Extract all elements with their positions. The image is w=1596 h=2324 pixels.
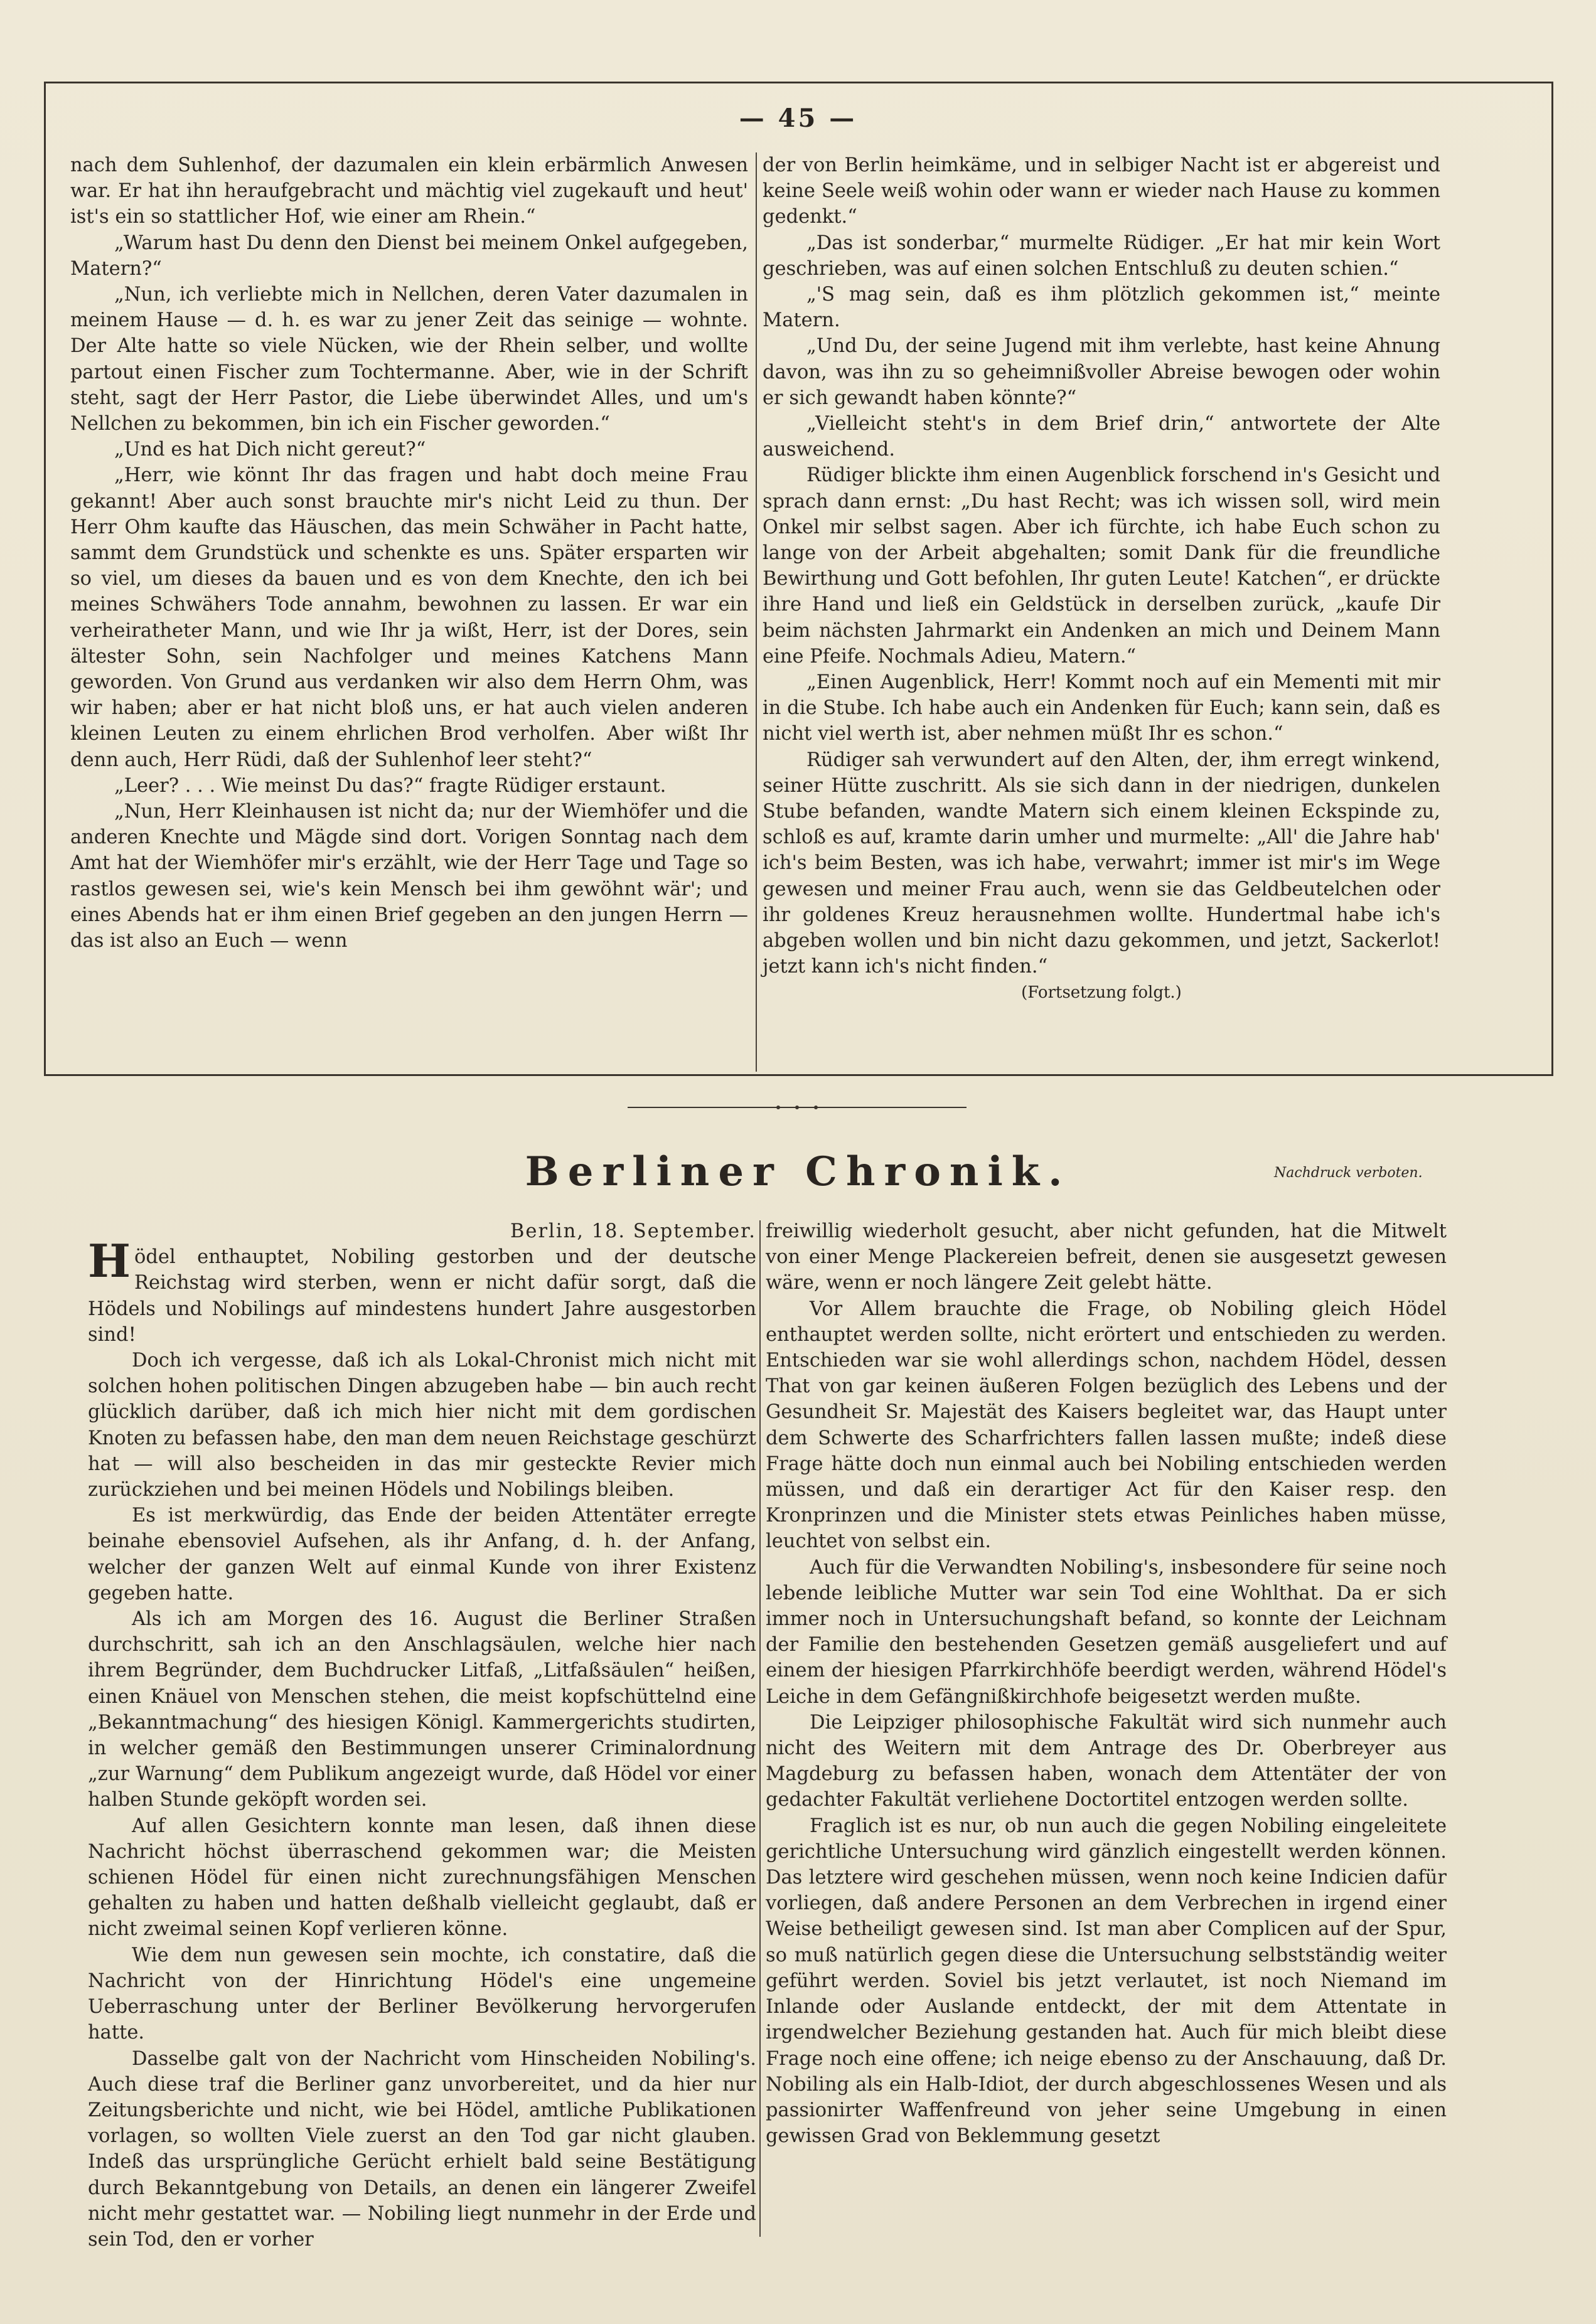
chronicle-paragraph: Auf allen Gesichtern konnte man lesen, daß ihnen diese Nachricht höchst überraschend gekommen war; die Meisten schienen Hödel für einen nicht zurechnungsfähigen Menschen gehalten zu haben und hatten deßhalb vielleicht geglaubt, daß er nicht zweimal seinen Kopf verlieren könne. [88, 1815, 756, 1941]
chronicle-column-left [88, 1218, 756, 2251]
reprint-note: Nachdruck verboten. [1274, 1165, 1423, 1181]
dateline: Berlin, 18. September. [510, 1220, 756, 1242]
story-paragraph: nach dem Suhlenhof, der dazumalen ein klein erbärmlich Anwesen war. Er hat ihn heraufgebracht und mächtig viel zugekauft und heut' ist's ein so stattlicher Hof, wie einer am Rhein.“ [70, 154, 748, 228]
story-paragraph: „Leer? . . . Wie meinst Du das?“ fragte Rüdiger erstaunt. [114, 774, 667, 797]
chronicle-paragraph: Es ist merkwürdig, das Ende der beiden Attentäter erregte beinahe ebensoviel Aufsehen, als ihr Anfang, d. h. der Anfang, welcher der ganzen Welt auf einmal Kunde von ihrer Existenz gegeben hatte. [88, 1505, 756, 1604]
story-paragraph: „'S mag sein, daß es ihm plötzlich gekommen ist,“ meinte Matern. [763, 284, 1440, 332]
divider-ornament [628, 1106, 967, 1109]
story-paragraph: „Nun, Herr Kleinhausen ist nicht da; nur der Wiemhöfer und die anderen Knechte und Mägde sind dort. Vorigen Sonntag nach dem Amt hat der Wiemhöfer mir's erzählt, wie der Herr Tage und Tage so rastlos gewesen sei, wie's kein Mensch bei ihm gewöhnt wär'; und eines Abends hat er ihm einen Brief gegeben an den jungen Herrn — das ist also an Euch — wenn [70, 801, 748, 952]
story-paragraph: „Nun, ich verliebte mich in Nellchen, deren Vater dazumalen in meinem Hause — d. h. es war zu jener Zeit das seinige — wohnte. Der Alte hatte so viele Nücken, wie der Rhein selber, und wollte partout einen Fischer zum Tochtermanne. Aber, wie in der Schrift steht, sagt der Herr Pastor, die Liebe überwindet Alles, und um's Nellchen zu bekommen, bin ich ein Fischer geworden.“ [70, 284, 748, 435]
lead-text: ödel enthauptet, Nobiling gestorben und der deutsche Reichstag wird sterben, wenn er nicht dafür sorgt, daß die Hödels und Nobilings auf mindestens hundert Jahre ausgestorben sind! [88, 1246, 756, 1346]
story-column-right [763, 152, 1440, 1069]
story-column-left [70, 152, 748, 1065]
column-rule [756, 152, 757, 1072]
chronicle-paragraph: Fraglich ist es nur, ob nun auch die gegen Nobiling eingeleitete gerichtliche Untersuchung wird gänzlich eingestellt werden können. Das letztere wird geschehen müssen, wenn noch keine Indicien dafür vorliegen, daß andere Personen an dem Verbrechen in irgend einer Weise betheiligt gewesen sind. Ist man aber Complicen auf der Spur, so muß natürlich gegen diese die Untersuchung selbstständig weiter geführt werden. Soviel bis jetzt verlautet, ist noch Niemand im Inlande oder Auslande entdeckt, der mit dem Attentate in irgendwelcher Beziehung gestanden hat. Auch für mich bleibt diese Frage noch eine offene; ich neige ebenso zu der Anschauung, daß Dr. Nobiling als ein Halb-Idiot, der durch abgeschlossenes Wesen und als passionirter Waffenfreund von jeher seine Umgebung in einen gewissen Grad von Beklemmung gesetzt [766, 1815, 1447, 2148]
story-paragraph: „Einen Augenblick, Herr! Kommt noch auf ein Mementi mit mir in die Stube. Ich habe auch ein Andenken für Euch; kann sein, daß es nicht viel werth ist, aber nehmen müßt Ihr es schon.“ [763, 671, 1440, 745]
chronicle-paragraph: Vor Allem brauchte die Frage, ob Nobiling gleich Hödel enthauptet werden sollte, nicht erörtert und entschieden zu werden. Entschieden war sie wohl allerdings schon, nachdem Hödel, dessen That von gar keinen äußeren Folgen bezüglich des Lebens und der Gesundheit Sr. Majestät des Kaisers begleitet war, das Haupt unter dem Schwerte des Scharfrichters fallen lassen mußte; indeß diese Frage hätte doch nun einmal auch bei Nobiling entschieden werden müssen, und daß ein derartiger Act für den Kaiser resp. den Kronprinzen und die Minister stets etwas Peinliches haben müsse, leuchtet von selbst ein. [766, 1298, 1447, 1553]
story-paragraph: der von Berlin heimkäme, und in selbiger Nacht ist er abgereist und keine Seele weiß wohin oder wann er wieder nach Hause zu kommen gedenkt.“ [763, 154, 1440, 228]
story-paragraph: „Herr, wie könnt Ihr das fragen und habt doch meine Frau gekannt! Aber auch sonst brauchte mir's nicht Leid zu thun. Der Herr Ohm kaufte das Häuschen, das mein Schwäher in Pacht hatte, sammt dem Grundstück und schenkte es uns. Später ersparten wir so viel, um dieses da bauen und es von dem Knechte, den ich bei meines Schwähers Tode annahm, bewohnen zu lassen. Er war ein verheiratheter Mann, und wie Ihr ja wißt, Herr, ist der Dores, sein ältester Sohn, sein Nachfolger und meines Katchens Mann geworden. Von Grund aus verdanken wir also dem Herrn Ohm, was wir haben; aber er hat nicht bloß uns, er hat auch vielen anderen kleinen Leuten zu einem ehrlichen Brod verholfen. Aber wißt Ihr denn auch, Herr Rüdi, daß der Suhlenhof leer steht?“ [70, 464, 748, 771]
chronicle-paragraph: Wie dem nun gewesen sein mochte, ich constatire, daß die Nachricht von der Hinrichtung Hödel's eine ungemeine Ueberraschung unter der Berliner Bevölkerung hervorgerufen hatte. [88, 1944, 756, 2044]
story-paragraph: „Das ist sonderbar,“ murmelte Rüdiger. „Er hat mir kein Wort geschrieben, was auf einen solchen Entschluß zu deuten schien.“ [763, 232, 1440, 280]
drop-cap: H [88, 1234, 131, 1288]
chronicle-paragraph: Doch ich vergesse, daß ich als Lokal-Chronist mich nicht mit solchen hohen politischen Dingen abzugeben habe — bin auch recht glücklich darüber, daß ich mich hier nicht mit dem gordischen Knoten zu befassen habe, den man dem neuen Reichstage geschürzt hat — will also bescheiden in das mir gesteckte Revier mich zurückziehen und bei meinen Hödels und Nobilings bleiben. [88, 1350, 756, 1501]
chronicle-lead-paragraph [88, 1234, 756, 1348]
chronicle-paragraph: Die Leipziger philosophische Fakultät wird sich nunmehr auch nicht des Weitern mit dem Antrage des Dr. Oberbreyer aus Magdeburg zu befassen haben, wonach dem Attentäter der von gedachter Fakultät verliehene Doctortitel entzogen werden sollte. [766, 1711, 1447, 1811]
story-paragraph: Rüdiger sah verwundert auf den Alten, der, ihm erregt winkend, seiner Hütte zuschritt. Als sie sich dann in der niedrigen, dunkelen Stube befanden, wandte Matern sich einem kleinen Eckspinde zu, schloß es auf, kramte darin umher und murmelte: „All' die Jahre hab' ich's beim Besten, was ich habe, verwahrt; immer ist mir's im Wege gewesen und meiner Frau auch, wenn sie das Geldbeutelchen oder ihr goldenes Kreuz herausnehmen wollte. Hundertmal habe ich's abgeben wollen und bin nicht dazu gekommen, und jetzt, Sackerlot! jetzt kann ich's nicht finden.“ [763, 749, 1440, 978]
story-paragraph: „Warum hast Du denn den Dienst bei meinem Onkel aufgegeben, Matern?“ [70, 232, 748, 280]
story-paragraph: „Vielleicht steht's in dem Brief drin,“ antwortete der Alte ausweichend. [763, 413, 1440, 461]
section-title: Berliner Chronik. [525, 1148, 1071, 1195]
chronicle-paragraph: Dasselbe galt von der Nachricht vom Hinscheiden Nobiling's. Auch diese traf die Berliner ganz unvorbereitet, und da hier nur Zeitungsberichte und nicht, wie bei Hödel, amtliche Publikationen vorlagen, so wollten Viele zuerst an den Tod gar nicht glauben. Indeß das ursprüngliche Gerücht erhielt bald seine Bestätigung durch Bekanntgebung von Details, an denen ein längerer Zweifel nicht mehr gestattet war. — Nobiling liegt nunmehr in der Erde und sein Tod, den er vorher [88, 2047, 756, 2251]
story-paragraph: Rüdiger blickte ihm einen Augenblick forschend in's Gesicht und sprach dann ernst: „Du hast Recht; was ich wissen soll, wird mein Onkel mir selbst sagen. Aber ich fürchte, ich habe Euch schon zu lange von der Arbeit abgehalten; somit Dank für die freundliche Bewirthung und Gott befohlen, Ihr guten Leute! Katchen“, er drückte ihre Hand und ließ ein Geldstück in derselben zurück, „kaufe Dir beim nächsten Jahrmarkt ein Andenken an mich und Deinem Mann eine Pfeife. Nochmals Adieu, Matern.“ [763, 464, 1441, 668]
story-paragraph: „Und Du, der seine Jugend mit ihm verlebte, hast keine Ahnung davon, was ihn zu so geheimnißvoller Abreise bewogen oder wohin er sich gewandt haben könnte?“ [763, 335, 1440, 409]
column-rule [759, 1220, 761, 2237]
page-number: — 45 — [739, 104, 857, 133]
section-divider [628, 1106, 967, 1109]
chronicle-column-right [766, 1218, 1447, 2235]
chronicle-paragraph: Als ich am Morgen des 16. August die Berliner Straßen durchschritt, sah ich an den Anschlagsäulen, welche hier nach ihrem Begründer, dem Buchdrucker Litfaß, „Litfaßsäulen“ heißen, einen Knäuel von Menschen stehen, die meist kopfschüttelnd eine „Bekanntmachung“ des hiesigen Königl. Kammergerichts studirten, in welcher gemäß den Bestimmungen unserer Criminalordnung „zur Warnung“ dem Publikum angezeigt wurde, daß Hödel vor einer halben Stunde geköpft worden sei. [88, 1608, 756, 1811]
chronicle-paragraph: freiwillig wiederholt gesucht, aber nicht gefunden, hat die Mitwelt von einer Menge Plackereien befreit, denen sie ausgesetzt gewesen wäre, wenn er noch längere Zeit gelebt hätte. [766, 1220, 1447, 1294]
story-paragraph: „Und es hat Dich nicht gereut?“ [114, 439, 426, 461]
chronicle-paragraph: Auch für die Verwandten Nobiling's, insbesondere für seine noch lebende leibliche Mutter war sein Tod eine Wohlthat. Da er sich immer noch in Untersuchungshaft befand, so konnte der Leichnam der Familie den bestehenden Gesetzen gemäß ausgeliefert und auf einem der hiesigen Pfarrkirchhöfe beerdigt werden, während Hödel's Leiche in dem Gefängnißkirchhofe beigesetzt werden mußte. [766, 1556, 1447, 1708]
continued-note: (Fortsetzung folgt.) [1021, 983, 1182, 1002]
